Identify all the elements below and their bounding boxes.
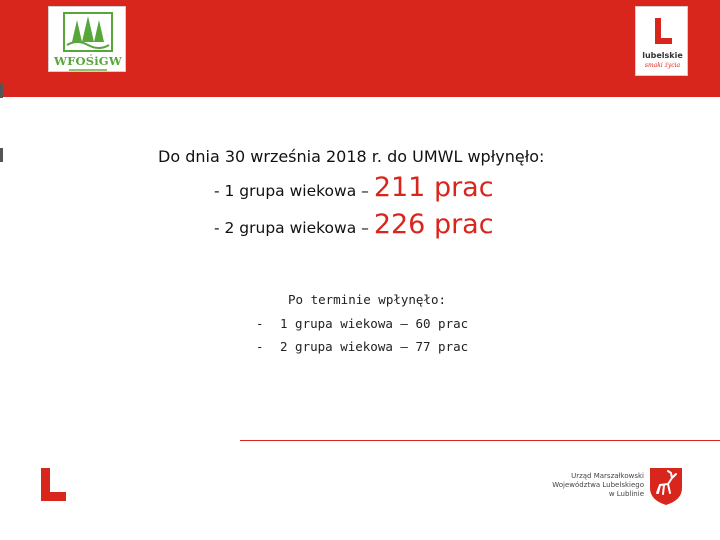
office-name-line: Województwa Lubelskiego	[552, 481, 644, 489]
result-line	[214, 172, 494, 203]
late-submission-item	[256, 339, 468, 354]
l-mark-icon	[40, 467, 67, 502]
result-label: - 2 grupa wiekowa –	[214, 219, 374, 237]
late-submissions-title: Po terminie wpłynęło:	[288, 292, 447, 307]
late-item-text: 1 grupa wiekowa – 60 prac	[280, 316, 469, 331]
wfosigw-wordmark: WFOŚiGW	[54, 54, 122, 68]
wfosigw-underline	[69, 69, 107, 71]
result-line	[214, 209, 494, 240]
list-dash: -	[256, 316, 264, 331]
footer-divider	[240, 440, 720, 441]
result-value: 226 prac	[373, 209, 494, 240]
lubelskie-tagline: smaki życia	[644, 62, 681, 69]
page-headline: Do dnia 30 września 2018 r. do UMWL wpłynęło:	[158, 147, 545, 166]
edge-marker	[0, 148, 3, 162]
lubelskie-wordmark: lubelskie	[642, 51, 683, 60]
lubelskie-logo	[635, 6, 688, 76]
late-item-text: 2 grupa wiekowa – 77 prac	[280, 339, 469, 354]
late-submission-item	[256, 316, 468, 331]
office-name	[552, 472, 644, 499]
office-name-line: w Lublinie	[608, 490, 644, 498]
deer-shield-icon	[648, 466, 684, 506]
wfosigw-logo	[48, 6, 126, 72]
result-value: 211 prac	[373, 172, 494, 203]
office-name-line: Urząd Marszałkowski	[571, 472, 644, 480]
edge-marker	[0, 84, 3, 98]
forest-emblem-icon	[63, 12, 113, 52]
list-dash: -	[256, 339, 264, 354]
result-label: - 1 grupa wiekowa –	[214, 182, 374, 200]
l-mark-icon	[653, 17, 673, 45]
